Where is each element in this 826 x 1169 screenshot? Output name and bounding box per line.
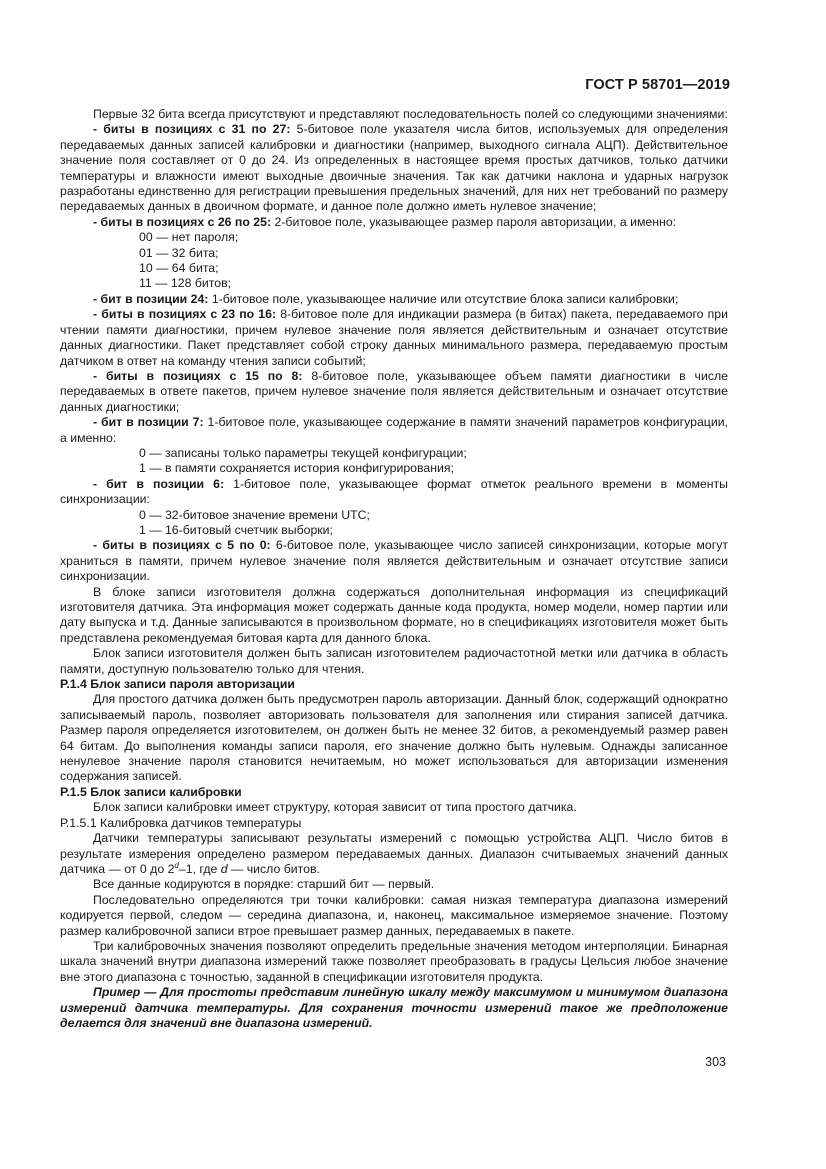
bit-field-text: 8-битовое поле для индикации размера (в битах) пакета, передаваемого при чтении памяти диагностики, причем нулевое значение поля является действительным и означает отсутствие данных диагностики. Пакет представляет собой строку данных минимального размера, передаваемую простым датчиком в ответ на команду чтения записи событий; <box>60 307 729 368</box>
bit-field-label: - биты в позициях с 23 по 16: <box>93 307 277 322</box>
list-item: 10 — 64 бита; <box>139 261 219 276</box>
section-heading-p-1-5: Р.1.5 Блок записи калибровки <box>60 784 242 799</box>
bit-field-7 <box>60 415 728 446</box>
bit-field-text: 1-битовое поле, указывающее формат отметок реального времени в моменты синхронизации: <box>60 476 728 507</box>
text-fragment: –1, где <box>178 861 221 876</box>
bit-field-label: - биты в позициях с 15 по 8: <box>93 368 303 383</box>
paragraph-temperature-sensors <box>60 831 728 877</box>
list-item: 1 — 16-битовый счетчик выборки; <box>139 522 333 537</box>
bit-field-text: 1-битовое поле, указывающее содержание в памяти значений параметров конфигурации, а именно: <box>60 415 729 445</box>
paragraph-intro: Первые 32 бита всегда присутствуют и представляют последовательность полей со следующими значениями: <box>93 107 728 121</box>
bit-field-26-25 <box>60 215 728 230</box>
page-content <box>60 107 728 1031</box>
list-item: 0 — записаны только параметры текущей конфигурации; <box>139 445 467 460</box>
bit-field-label: - биты в позициях с 31 по 27: <box>93 122 291 137</box>
list-item: 1 — в памяти сохраняется история конфигурирования; <box>139 461 454 476</box>
list-item: 01 — 32 бита; <box>139 245 219 260</box>
bit-field-label: - бит в позиции 24: <box>93 291 209 306</box>
variable-d: d <box>220 861 228 876</box>
bit-field-6 <box>60 477 728 508</box>
standard-number: ГОСТ Р 58701—2019 <box>585 77 730 93</box>
bit-field-text: 6-битовое поле, указывающее число записей синхронизации, которые могут храниться в памяти, причем нулевое значение поля является действительным и означает отсутствие записи синхронизации. <box>60 538 728 584</box>
bit-field-label: - бит в позиции 6: <box>93 476 225 491</box>
bit-field-31-27 <box>60 122 728 214</box>
paragraph-manufacturer-block: В блоке записи изготовителя должна содержаться дополнительная информация из спецификаций изготовителя датчика. Эта информация может содержать данные кода продукта, номер модели, номер партии или дату выпуска и т.д. Данные записываются в произвольном формате, но в спецификациях изготовителя может быть представлена рекомендуемая битовая карта для данного блока. <box>60 584 728 645</box>
bit-field-label: - биты в позициях с 26 по 25: <box>93 214 272 229</box>
bit-field-text: 5-битовое поле указателя числа битов, используемых для определения передаваемых данных записей калибровки и диагностики (например, выходного сигнала АЦП). Действительное значение поля составляет от 0 до 24. Из определенных в настоящее время простых датчиков, только датчики температуры и влажности имеют выходные двоичные значения. Так как датчики наклона и ударных нагрузок разработаны единственно для регистрации превышения предельных значений, для них нет требований по размеру передаваемых данных в двоичном формате, и данное поле должно иметь нулевое значение; <box>60 122 728 214</box>
example-note: Пример — Для простоты представим линейную шкалу между максимумом и минимумом диапазона измерений датчика температуры. Для сохранения точности измерений такое же предположение делается для значений вне диапазона измерений. <box>60 985 728 1030</box>
list-item: 11 — 128 битов; <box>139 276 232 291</box>
text-fragment: — число битов. <box>227 861 320 876</box>
bit-field-text: 8-битовое поле, указывающее объем памяти диагностики в числе передаваемых в ответе пакетов, причем нулевое значение поля является действительным и означает отсутствие данных диагностики; <box>60 368 728 414</box>
bit-field-15-8 <box>60 369 728 415</box>
section-heading-p-1-4: Р.1.4 Блок записи пароля авторизации <box>60 677 295 692</box>
bit-field-label: - бит в позиции 7: <box>93 415 204 430</box>
page-number: 303 <box>705 1055 726 1069</box>
bit-field-text: 2-битовое поле, указывающее размер пароля авторизации, а именно: <box>271 214 677 229</box>
bit-field-text: 1-битовое поле, указывающее наличие или отсутствие блока записи калибровки; <box>208 291 679 306</box>
paragraph-bit-order: Все данные кодируются в порядке: старший бит — первый. <box>93 877 435 892</box>
bit-field-24 <box>60 292 728 307</box>
paragraph-manufacturer-write: Блок записи изготовителя должен быть записан изготовителем радиочастотной метки или датчика в область памяти, доступную пользователю только для чтения. <box>60 646 728 676</box>
paragraph-calibration-points: Последовательно определяются три точки калибровки: самая низкая температура диапазона измерений кодируется первой, следом — середина диапазона, и, наконец, максимальное измеряемое значение. Поэтому размер калибровочной записи втрое превышает размер данных, передаваемых в пакете. <box>60 892 728 938</box>
list-item: 00 — нет пароля; <box>139 230 239 245</box>
paragraph-calibration-structure: Блок записи калибровки имеет структуру, которая зависит от типа простого датчика. <box>93 800 577 815</box>
superscript-d: d <box>174 860 179 870</box>
subsection-heading-p-1-5-1: Р.1.5.1 Калибровка датчиков температуры <box>60 815 302 830</box>
list-item: 0 — 32-битовое значение времени UTC; <box>139 507 370 522</box>
bit-field-23-16 <box>60 307 728 369</box>
bit-field-label: - биты в позициях с 5 по 0: <box>93 538 271 553</box>
paragraph-password: Для простого датчика должен быть предусмотрен пароль авторизации. Данный блок, содержащий однократно записываемый пароль, позволяет авторизовать пользователя для заполнения или стирания записей датчика. Размер пароля определяется изготовителем, он должен быть не менее 32 битов, а рекомендуемый размер равен 64 битам. До выполнения команды записи пароля, его значение должно быть нулевым. Однажды записанное ненулевое значение пароля становится нечитаемым, но может использоваться для авторизации изменения содержания записей. <box>60 692 728 784</box>
paragraph-interpolation: Три калибровочных значения позволяют определить предельные значения методом интерполяции. Бинарная шкала значений внутри диапазона измерений также позволяет преобразовать в градусы Цельсия любое значение вне этого диапазона с точностью, заданной в спецификации изготовителя продукта. <box>60 938 728 984</box>
text-fragment: Датчики температуры записывают результаты измерений с помощью устройства АЦП. Число битов в результате измерения определено размером передаваемых данных. Диапазон считываемых значений данных датчика — от 0 до 2 <box>60 831 728 876</box>
bit-field-5-0 <box>60 538 728 584</box>
